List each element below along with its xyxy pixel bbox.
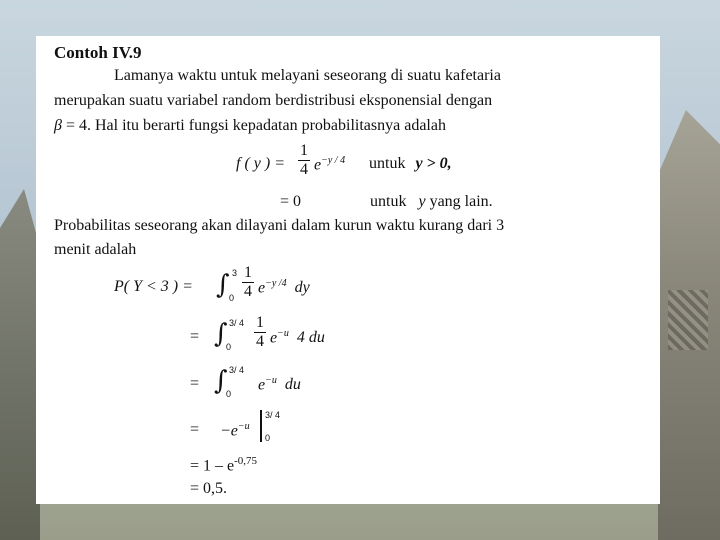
condition-rest: yang lain. — [425, 193, 493, 210]
pdf-exponential — [314, 156, 345, 173]
paragraph-line-2: merupakan suatu variabel random berdistribusi eksponensial dengan — [54, 92, 493, 109]
paragraph-line-3-text: = 4. Hal itu berarti fungsi kepadatan probabilitasnya adalah — [61, 117, 446, 134]
integral-lower-limit: 0 — [226, 389, 232, 399]
fraction-numerator: 1 — [300, 142, 308, 159]
exp-power: −y /4 — [265, 278, 287, 289]
evaluation-upper-limit: 3/ 4 — [265, 410, 281, 420]
pdf-zero-value: = 0 — [280, 193, 302, 210]
fraction-denominator: 4 — [244, 283, 252, 300]
row1-fraction — [242, 265, 254, 300]
integral-sign: ∫ — [214, 366, 228, 396]
differential: du — [284, 376, 301, 394]
evaluation-bar — [260, 410, 262, 442]
pdf-condition-2 — [370, 194, 493, 210]
condition-word: untuk — [370, 193, 407, 210]
beta-symbol: β — [54, 117, 62, 134]
exp-power: −u — [237, 421, 250, 432]
fraction-numerator: 1 — [244, 264, 252, 281]
integral-upper-limit: 3/ 4 — [229, 365, 245, 375]
exp-power: −u — [265, 375, 277, 386]
background-scenery-left — [0, 150, 40, 540]
minus-sign: − — [220, 422, 231, 440]
paragraph-line-3 — [54, 118, 446, 134]
background-scenery-right — [658, 110, 720, 540]
condition-expr: y > 0, — [415, 155, 452, 172]
exp-base: e — [258, 279, 266, 297]
row2-exponential — [270, 329, 325, 346]
document-page — [36, 36, 660, 504]
example-title: Contoh IV.9 — [54, 43, 142, 62]
pdf-fraction — [298, 143, 310, 178]
exp-power: −u — [277, 328, 289, 339]
exp-base: e — [270, 329, 278, 347]
row1-exponential — [258, 279, 310, 296]
fraction-denominator: 4 — [256, 333, 264, 350]
row5-result — [190, 456, 257, 474]
fraction-denominator: 4 — [300, 161, 308, 178]
row4-equals: = — [190, 421, 200, 438]
exp-base: e — [314, 156, 322, 174]
question-line-1: Probabilitas seseorang akan dilayani dalam kurun waktu kurang dari 3 — [54, 217, 505, 234]
differential: dy — [294, 279, 310, 297]
integral-sign: ∫ — [216, 270, 230, 300]
condition-word: untuk — [369, 155, 406, 172]
exp-power: -0,75 — [234, 455, 258, 467]
evaluation-lower-limit: 0 — [265, 433, 271, 443]
row3-equals: = — [190, 375, 200, 392]
paragraph-line-1: Lamanya waktu untuk melayani seseorang di suatu kafetaria — [114, 67, 501, 84]
exp-power: −y / 4 — [321, 155, 346, 166]
fraction-numerator: 1 — [256, 314, 264, 331]
integral-lower-limit: 0 — [229, 293, 235, 303]
exp-base: e — [258, 376, 266, 394]
row4-expression — [220, 422, 250, 439]
probability-lhs: P( Y < 3 ) = — [114, 278, 193, 295]
integral-sign: ∫ — [214, 319, 228, 349]
integral-upper-limit: 3/ 4 — [229, 318, 245, 328]
integral-upper-limit: 3 — [232, 268, 238, 278]
pdf-lhs: f ( y ) = — [236, 155, 285, 172]
integral-lower-limit: 0 — [226, 342, 232, 352]
differential: 4 du — [296, 329, 325, 347]
exp-base: e — [230, 422, 238, 440]
row5-text: = 1 – e — [190, 457, 235, 475]
row3-exponential — [258, 376, 301, 393]
question-line-2: menit adalah — [54, 241, 137, 258]
pdf-condition-1 — [369, 156, 452, 172]
final-answer: = 0,5. — [190, 480, 228, 497]
row2-fraction — [254, 315, 266, 350]
condition-var: y — [418, 193, 426, 210]
row2-equals: = — [190, 328, 200, 345]
